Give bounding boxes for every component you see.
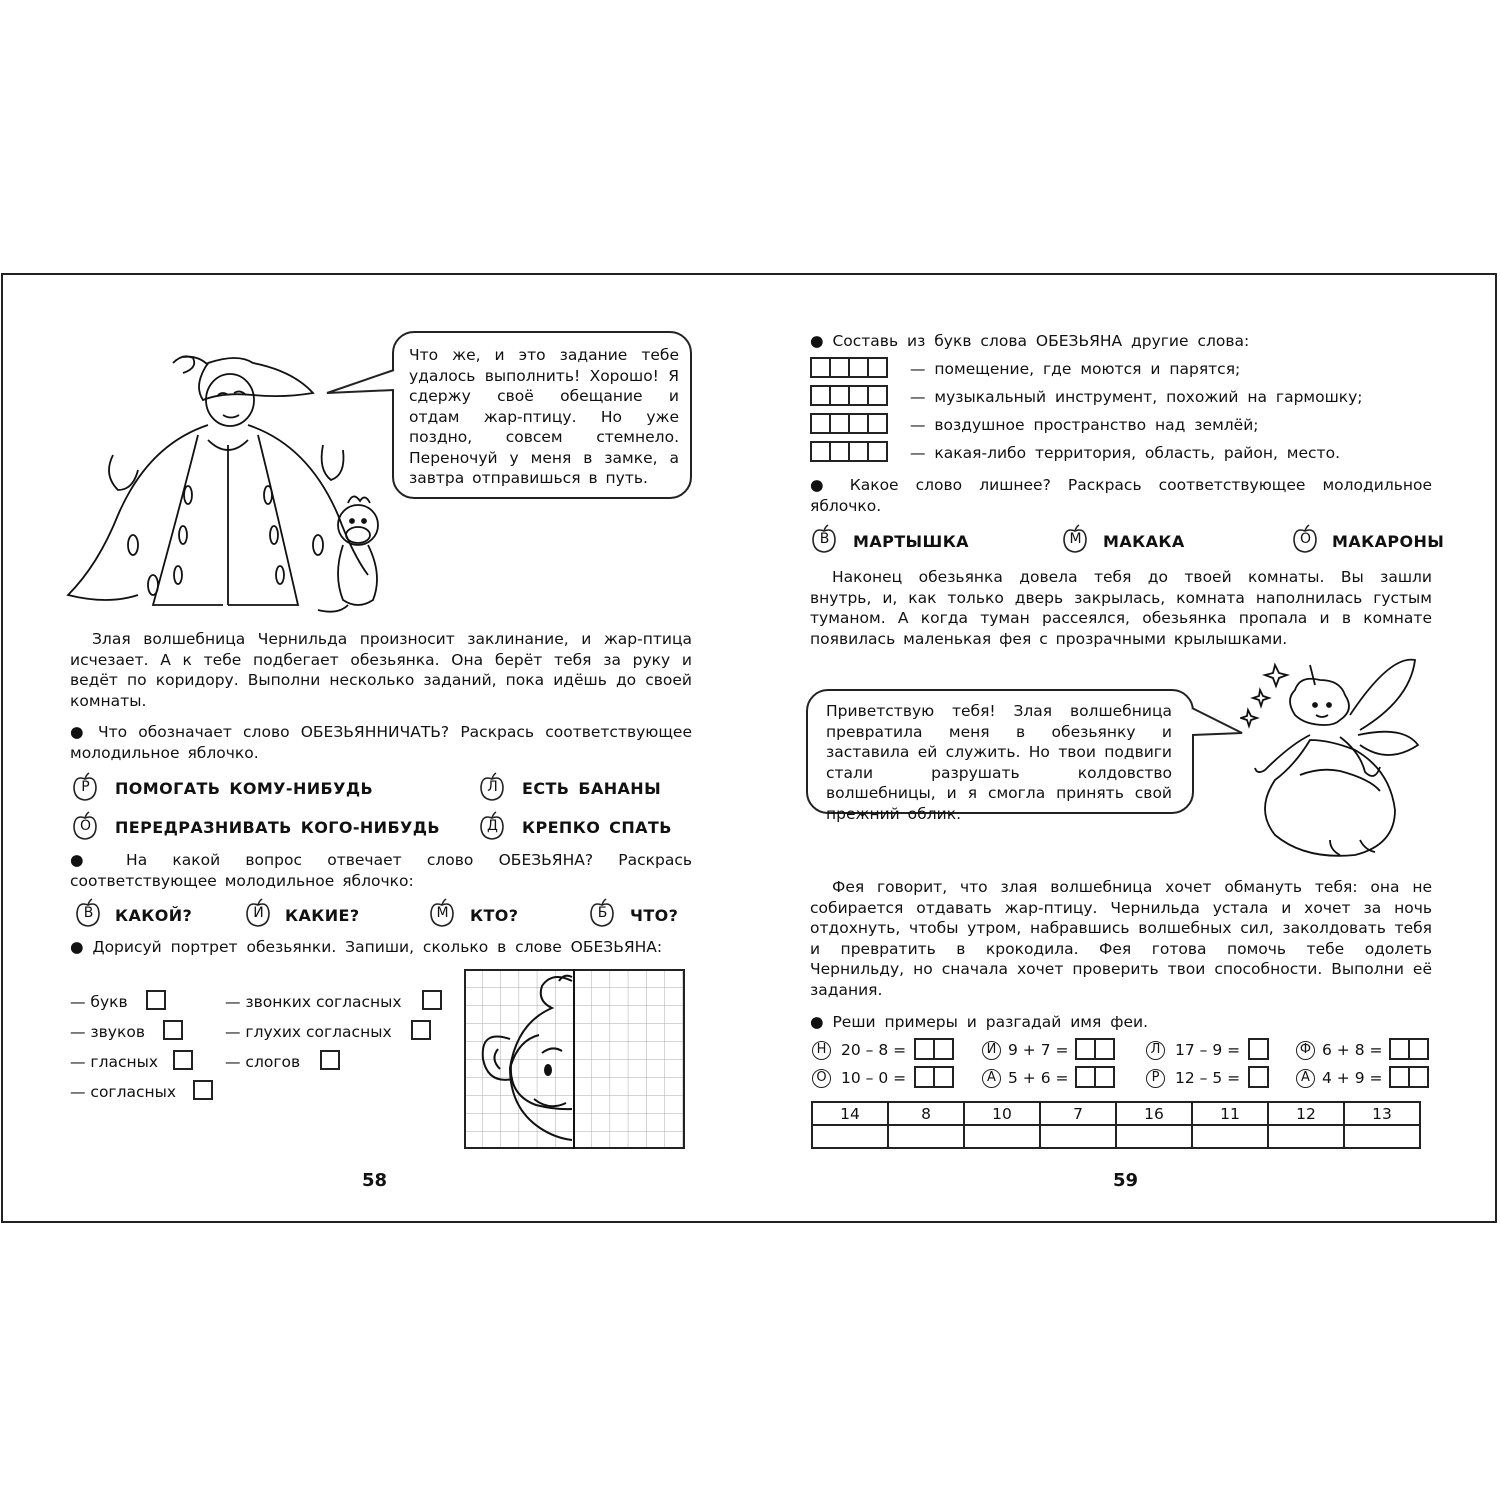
story-paragraph-1: Наконец обезьянка довела тебя до твоей комнаты. Вы зашли внутрь, и, как только дверь закрылась, комната наполнилась густым туманом. А когда туман рассеялся, обезьянка пропала и в комнате появилась маленькая фея с прозрачными крылышками. bbox=[810, 568, 1432, 648]
bullet: ● bbox=[810, 332, 833, 350]
witch-speech-text: Что же, и это задание тебе удалось выполнить! Хорошо! Я сдержу своё обещание и отдам жар-птицу. Но уже поздно, совсем стемнело. Переночуй у меня в замке, а завтра отправишься в путь. bbox=[409, 346, 679, 487]
code-number-cell: 7 bbox=[1040, 1102, 1116, 1125]
code-letter-cell[interactable] bbox=[1040, 1125, 1116, 1148]
fairy-illustration bbox=[1240, 655, 1440, 860]
table-row bbox=[812, 1102, 1420, 1125]
code-letter-cell[interactable] bbox=[1116, 1125, 1192, 1148]
apple-icon[interactable]: Й bbox=[246, 898, 271, 926]
code-letter-cell[interactable] bbox=[1192, 1125, 1268, 1148]
count-sounds-label: — звуков bbox=[70, 1023, 145, 1041]
example-letter-f: Ф bbox=[1296, 1041, 1315, 1060]
task-question-word: ● На какой вопрос отвечает слово ОБЕЗЬЯНА? Раскрась соответствующее молодильное яблочко: bbox=[70, 851, 693, 890]
code-letter-cell[interactable] bbox=[888, 1125, 964, 1148]
word-clue-1: — помещение, где моются и парятся; bbox=[910, 360, 1241, 378]
bullet: ● bbox=[70, 723, 98, 741]
apple-icon[interactable]: М bbox=[430, 898, 455, 926]
word-answer-boxes-1[interactable] bbox=[810, 357, 886, 378]
example-expr: 6 + 8 = bbox=[1322, 1041, 1383, 1059]
example-answer-boxes[interactable] bbox=[914, 1038, 952, 1060]
task-extra-word: ● Какое слово лишнее? Раскрась соответствующее молодильное яблочко. bbox=[810, 476, 1433, 515]
task-compose-words: ● Составь из букв слова ОБЕЗЬЯНА другие слова: bbox=[810, 332, 1250, 350]
count-sounds-box[interactable] bbox=[163, 1020, 183, 1040]
example-expr: 12 – 5 = bbox=[1175, 1069, 1241, 1087]
bullet: ● bbox=[70, 851, 127, 869]
bubble-tail bbox=[1190, 705, 1245, 739]
apple-icon[interactable]: М bbox=[1063, 524, 1088, 552]
example-answer-boxes[interactable] bbox=[1248, 1038, 1267, 1060]
word-answer-boxes-4[interactable] bbox=[810, 441, 886, 462]
apple-icon[interactable]: О bbox=[73, 811, 98, 839]
task-obezyannichat: ● Что обозначает слово ОБЕЗЬЯННИЧАТЬ? Раскрась соответствующее молодильное яблочко. bbox=[70, 723, 693, 762]
witch-speech-bubble bbox=[392, 331, 692, 499]
story-paragraph-2: Фея говорит, что злая волшебница хочет обмануть тебя: она не собирается отдавать жар-птицу. Чернильда устала и хочет за ночь отдохнуть, чтобы утром, набравшись волшебных сил, заколдовать тебя и превратить в крокодила. Фея готова помочь тебе одолеть Чернильду, но сначала хочет проверить твои способности. Выполни её задания. bbox=[810, 878, 1432, 999]
count-letters-box[interactable] bbox=[146, 990, 166, 1010]
code-number-cell: 10 bbox=[964, 1102, 1040, 1125]
page-number-59: 59 bbox=[1113, 1170, 1139, 1191]
count-letters-label: — букв bbox=[70, 993, 128, 1011]
example-expr: 9 + 7 = bbox=[1008, 1041, 1069, 1059]
word-clue-2: — музыкальный инструмент, похожий на гармошку; bbox=[910, 388, 1363, 406]
example-expr: 20 – 8 = bbox=[841, 1041, 907, 1059]
code-number-cell: 16 bbox=[1116, 1102, 1192, 1125]
count-vowels-label: — гласных bbox=[70, 1053, 159, 1071]
example-expr: 17 – 9 = bbox=[1175, 1041, 1241, 1059]
example-answer-boxes[interactable] bbox=[1248, 1066, 1267, 1088]
bullet: ● bbox=[810, 1013, 833, 1031]
apple-icon[interactable]: Б bbox=[590, 898, 615, 926]
word-clue-3: — воздушное пространство над землёй; bbox=[910, 416, 1259, 434]
apple-icon[interactable]: В bbox=[76, 898, 101, 926]
example-expr: 10 – 0 = bbox=[841, 1069, 907, 1087]
example-answer-boxes[interactable] bbox=[1075, 1066, 1113, 1088]
example-expr: 5 + 6 = bbox=[1008, 1069, 1069, 1087]
monkey-drawing-grid[interactable] bbox=[464, 969, 685, 1149]
apple-icon[interactable]: О bbox=[1293, 524, 1318, 552]
code-letter-cell[interactable] bbox=[1344, 1125, 1420, 1148]
word-answer-boxes-3[interactable] bbox=[810, 413, 886, 434]
count-vowels-box[interactable] bbox=[173, 1050, 193, 1070]
fairy-speech-bubble bbox=[806, 689, 1194, 823]
code-letter-cell[interactable] bbox=[1268, 1125, 1344, 1148]
code-letter-cell[interactable] bbox=[812, 1125, 888, 1148]
table-row[interactable] bbox=[812, 1125, 1420, 1148]
count-consonants-box[interactable] bbox=[193, 1080, 213, 1100]
count-voiceless-box[interactable] bbox=[411, 1020, 431, 1040]
count-voiceless-label: — глухих согласных bbox=[225, 1023, 392, 1041]
count-syllables-box[interactable] bbox=[320, 1050, 340, 1070]
fairy-speech-text: Приветствую тебя! Злая волшебница превратила меня в обезьянку и заставила ей служить. Но твои подвиги стали разрушать колдовство волшебницы, и я смогла принять свой прежний облик. bbox=[826, 702, 1172, 823]
count-syllables-label: — слогов bbox=[225, 1053, 301, 1071]
code-number-cell: 14 bbox=[812, 1102, 888, 1125]
example-letter-r: Р bbox=[1146, 1069, 1165, 1088]
example-answer-boxes[interactable] bbox=[1075, 1038, 1113, 1060]
bubble-tail bbox=[325, 368, 397, 398]
example-letter-n: Н bbox=[812, 1041, 831, 1060]
code-number-cell: 12 bbox=[1268, 1102, 1344, 1125]
example-expr: 4 + 9 = bbox=[1322, 1069, 1383, 1087]
apple-icon[interactable]: Л bbox=[480, 772, 505, 800]
code-number-cell: 8 bbox=[888, 1102, 964, 1125]
example-answer-boxes[interactable] bbox=[1389, 1038, 1427, 1060]
apple-icon[interactable]: Р bbox=[73, 772, 98, 800]
task-solve-examples: ● Реши примеры и разгадай имя феи. bbox=[810, 1013, 1149, 1031]
fairy-name-code-table bbox=[811, 1101, 1421, 1149]
count-voiced-box[interactable] bbox=[422, 990, 442, 1010]
intro-paragraph: Злая волшебница Чернильда произносит заклинание, и жар-птица исчезает. А к тебе подбегает обезьянка. Она берёт тебя за руку и ведёт по коридору. Выполни несколько заданий, пока идёшь до своей комнаты. bbox=[70, 630, 692, 710]
example-letter-l: Л bbox=[1146, 1041, 1165, 1060]
example-letter-i: И bbox=[982, 1041, 1001, 1060]
example-letter-a2: А bbox=[1296, 1069, 1315, 1088]
example-letter-o: О bbox=[812, 1069, 831, 1088]
code-number-cell: 13 bbox=[1344, 1102, 1420, 1125]
bullet: ● bbox=[810, 476, 850, 494]
task-draw-portrait: ● Дорисуй портрет обезьянки. Запиши, сколько в слове ОБЕЗЬЯНА: bbox=[70, 938, 663, 956]
count-consonants-label: — согласных bbox=[70, 1083, 177, 1101]
count-voiced-label: — звонких согласных bbox=[225, 993, 402, 1011]
example-answer-boxes[interactable] bbox=[1389, 1066, 1427, 1088]
word-answer-boxes-2[interactable] bbox=[810, 385, 886, 406]
code-number-cell: 11 bbox=[1192, 1102, 1268, 1125]
page-number-58: 58 bbox=[362, 1170, 388, 1191]
apple-icon[interactable]: В bbox=[812, 524, 837, 552]
code-letter-cell[interactable] bbox=[964, 1125, 1040, 1148]
word-clue-4: — какая-либо территория, область, район, место. bbox=[910, 444, 1340, 462]
bullet: ● bbox=[70, 938, 93, 956]
example-answer-boxes[interactable] bbox=[914, 1066, 952, 1088]
apple-icon[interactable]: Д bbox=[480, 811, 505, 839]
example-letter-a: А bbox=[982, 1069, 1001, 1088]
